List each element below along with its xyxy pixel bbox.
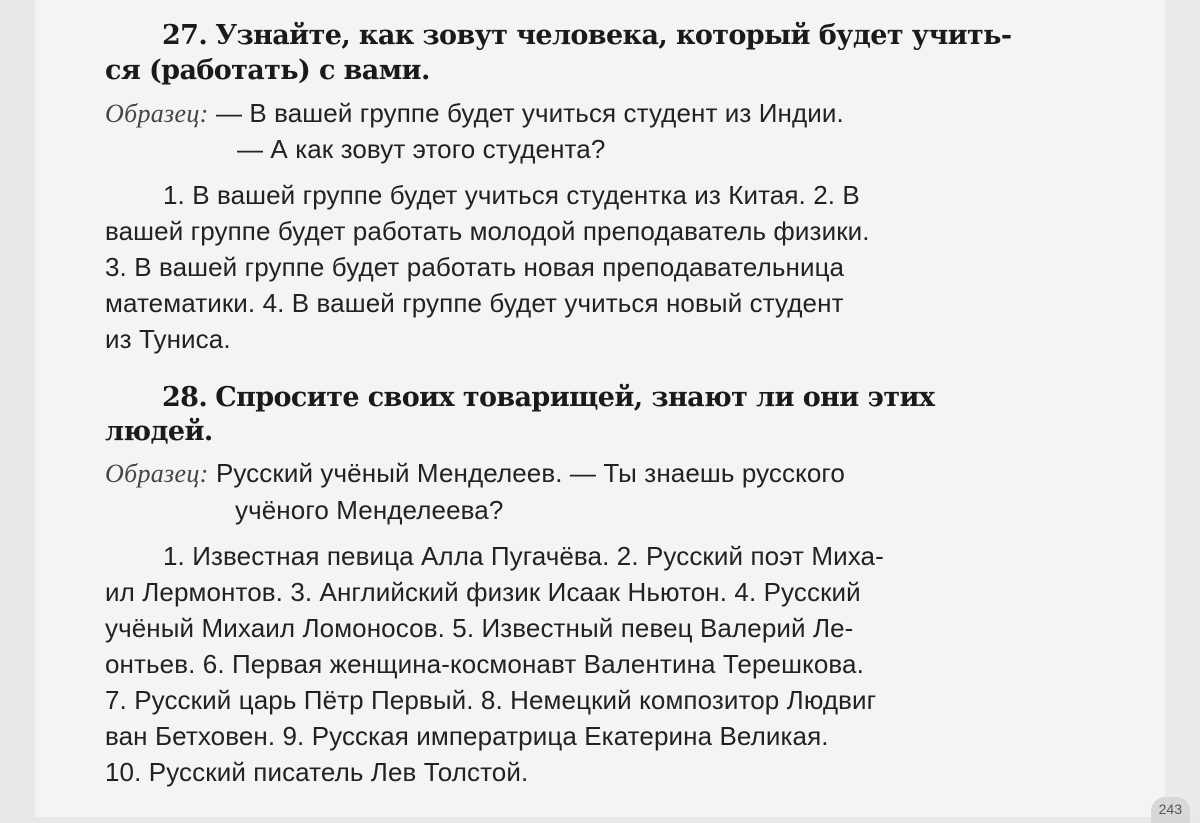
exercise-28-body-line: онтьев. 6. Первая женщина-космонавт Валентина Терешкова. bbox=[105, 649, 864, 680]
exercise-27-body-line: вашей группе будет работать молодой преподаватель физики. bbox=[105, 216, 870, 247]
exercise-28-body-line: ван Бетховен. 9. Русская императрица Екатерина Великая. bbox=[105, 721, 829, 752]
exercise-27-body-line: из Туниса. bbox=[105, 324, 231, 355]
page-content bbox=[35, 0, 1165, 817]
exercise-28-number: 28. bbox=[162, 382, 207, 413]
exercise-28-sample-line-2: учёного Менделеева? bbox=[235, 495, 503, 526]
exercise-27-number: 27. bbox=[162, 20, 207, 51]
page-number-badge: 243 bbox=[1151, 797, 1190, 823]
exercise-27-sample-text-1: — В вашей группе будет учиться студент из Индии. bbox=[216, 98, 844, 128]
exercise-27-body-line: 3. В вашей группе будет работать новая преподавательница bbox=[105, 252, 844, 283]
exercise-28-sample-text-1: Русский учёный Менделеев. — Ты знаешь русского bbox=[216, 458, 845, 488]
scanned-page bbox=[35, 0, 1165, 817]
exercise-27-sample-label: Образец: bbox=[105, 99, 209, 128]
exercise-28-body-line: учёный Михаил Ломоносов. 5. Известный певец Валерий Ле- bbox=[105, 613, 853, 644]
exercise-27-body-line: математики. 4. В вашей группе будет учиться новый студент bbox=[105, 288, 844, 319]
exercise-27-title-text: Узнайте, как зовут человека, который будет учить- bbox=[215, 20, 1011, 51]
exercise-27-sample-line-1 bbox=[105, 98, 844, 129]
exercise-27-title-line-1 bbox=[162, 20, 1012, 51]
exercise-27-title-line-2: ся (работать) с вами. bbox=[105, 55, 430, 86]
exercise-28-body-line: ил Лермонтов. 3. Английский физик Исаак Ньютон. 4. Русский bbox=[105, 577, 861, 608]
viewer-margin bbox=[1165, 0, 1200, 817]
exercise-28-body-line: 1. Известная певица Алла Пугачёва. 2. Русский поэт Миха- bbox=[163, 541, 884, 572]
exercise-28-title-text: Спросите своих товарищей, знают ли они этих bbox=[215, 382, 934, 413]
exercise-27-sample-line-2: — А как зовут этого студента? bbox=[237, 134, 605, 165]
exercise-28-title-line-2: людей. bbox=[105, 416, 213, 447]
exercise-28-body-line: 10. Русский писатель Лев Толстой. bbox=[105, 757, 528, 788]
exercise-27-body-line: 1. В вашей группе будет учиться студентка из Китая. 2. В bbox=[163, 180, 860, 211]
exercise-28-sample-line-1 bbox=[105, 458, 845, 489]
exercise-28-body-line: 7. Русский царь Пётр Первый. 8. Немецкий композитор Людвиг bbox=[105, 685, 876, 716]
exercise-28-title-line-1 bbox=[162, 382, 934, 413]
exercise-28-sample-label: Образец: bbox=[105, 459, 209, 488]
